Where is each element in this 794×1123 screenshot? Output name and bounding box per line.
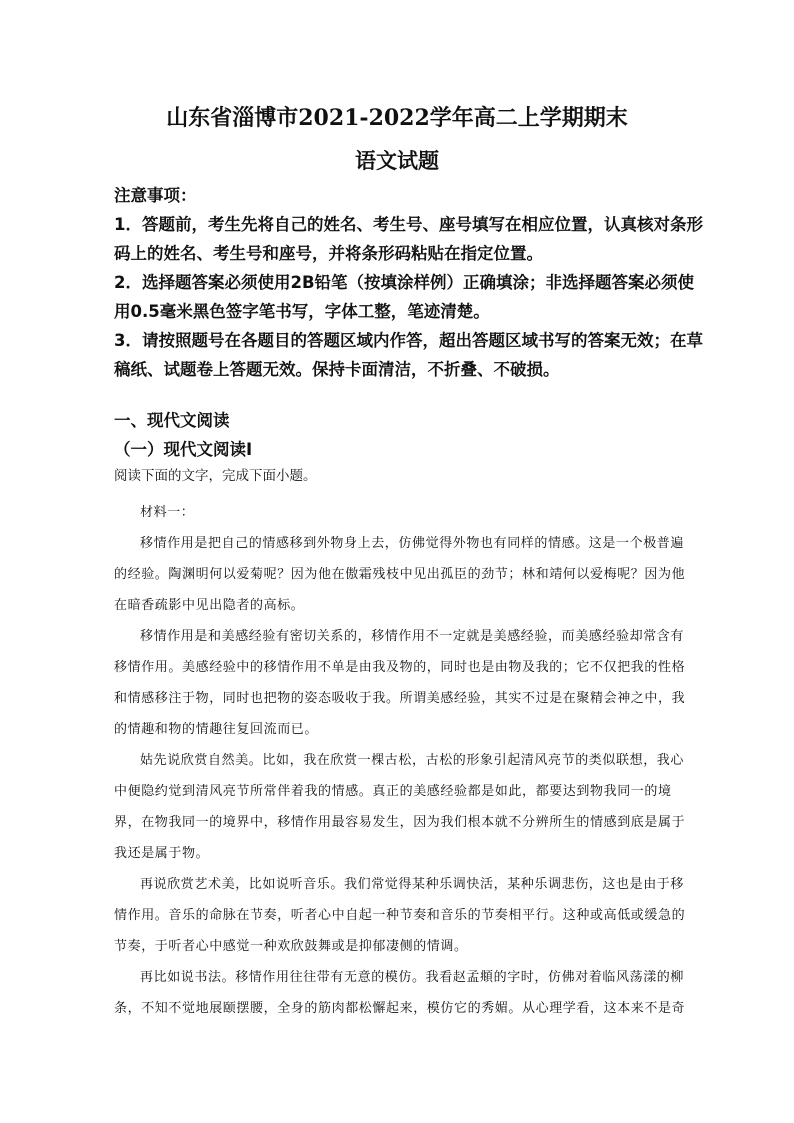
reading-passage — [114, 497, 686, 1024]
exam-title: 山东省淄博市2021-2022学年高二上学期期末 — [166, 105, 628, 131]
notes-item-3: 3．请按照题号在各题目的答题区域内作答，超出答题区域书写的答案无效；在草稿纸、试题卷上答题无效。保持卡面清洁，不折叠、不破损。 — [114, 331, 703, 379]
passage-paragraph-3: 姑先说欣赏自然美。比如，我在欣赏一棵古松，古松的形象引起清风亮节的类似联想，我心中便隐约觉到清风亮节所常伴着我的情感。真正的美感经验都是如此，都要达到物我同一的境界，在物我同一的境界中，移情作用最容易发生，因为我们根本就不分辨所生的情感到底是属于我还是属于物。 — [114, 753, 686, 861]
passage-paragraph-2: 移情作用是和美感经验有密切关系的，移情作用不一定就是美感经验，而美感经验却常含有移情作用。美感经验中的移情作用不单是由我及物的，同时也是由物及我的；它不仅把我的性格和情感移注于物，同时也把物的姿态吸收于我。所谓美感经验，其实不过是在聚精会神之中，我的情趣和物的情趣往复回流而已。 — [114, 629, 686, 737]
material-label: 材料一： — [140, 505, 195, 520]
exam-subtitle: 语文试题 — [355, 148, 439, 173]
passage-paragraph-4: 再说欣赏艺术美，比如说听音乐。我们常觉得某种乐调快活，某种乐调悲伤，这也是由于移情作用。音乐的命脉在节奏，听者心中自起一种节奏和音乐的节奏相平行。这种或高低或缓急的节奏，于听者心中感觉一种欢欣鼓舞或是抑郁凄侧的情调。 — [114, 877, 686, 954]
reading-instruction: 阅读下面的文字，完成下面小题。 — [114, 468, 317, 484]
notes-heading: 注意事项： — [114, 186, 197, 205]
passage-paragraph-1: 移情作用是把自己的情感移到外物身上去，仿佛觉得外物也有同样的情感。这是一个极普遍的经验。陶渊明何以爱菊呢？因为他在傲霜残枝中见出孤臣的劲节；林和靖何以爱梅呢？因为他在暗香疏影中见出隐者的高标。 — [114, 536, 686, 613]
subsection-title: （一）现代文阅读Ⅰ — [114, 440, 253, 459]
section-title: 一、现代文阅读 — [114, 411, 230, 430]
notes-section — [114, 181, 710, 384]
passage-paragraph-5: 再比如说书法。移情作用往往带有无意的模仿。我看赵孟頫的字时，仿佛对着临风荡漾的柳条，不知不觉地展颐摆腰，全身的筋肉都松懈起来，模仿它的秀媚。从心理学看，这本来不是奇 — [114, 970, 686, 1016]
notes-item-2: 2．选择题答案必须使用2B铅笔（按填涂样例）正确填涂；非选择题答案必须使用0.5毫米黑色签字笔书写，字体工整，笔迹清楚。 — [114, 273, 695, 321]
notes-item-1: 1．答题前，考生先将自己的姓名、考生号、座号填写在相应位置，认真核对条形码上的姓名、考生号和座号，并将条形码粘贴在指定位置。 — [114, 215, 703, 263]
